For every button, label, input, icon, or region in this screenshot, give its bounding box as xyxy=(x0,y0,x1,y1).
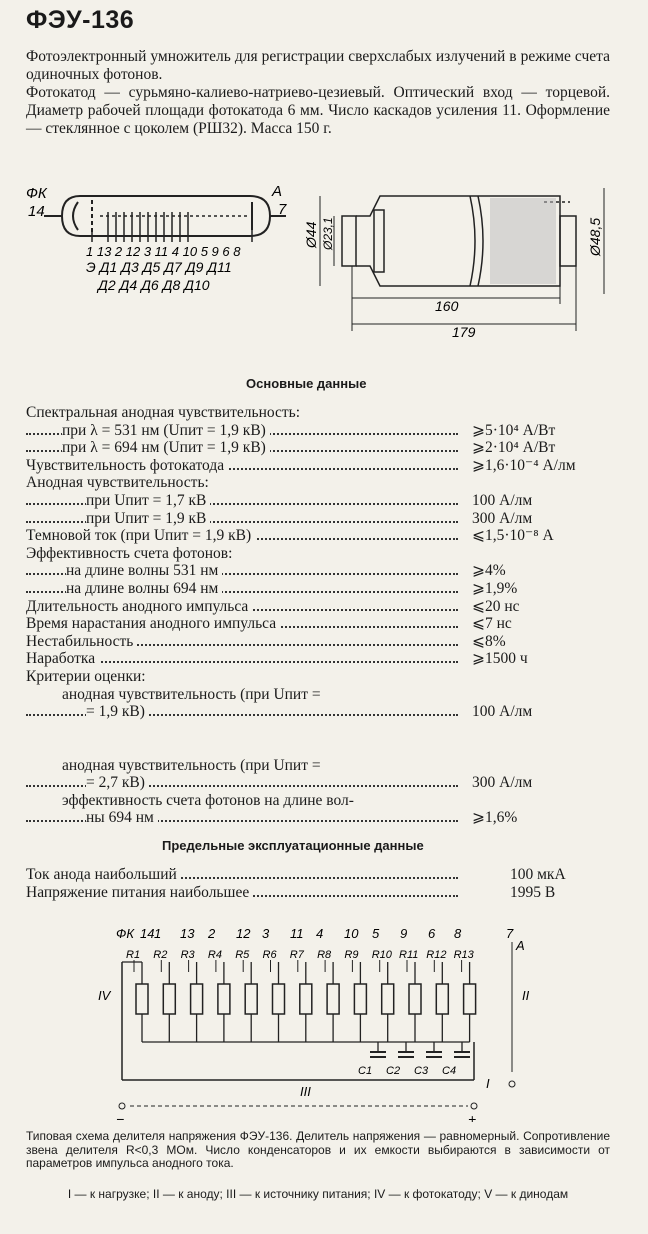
electrodes-top: Э Д1 Д3 Д5 Д7 Д9 Д11 xyxy=(86,259,232,275)
data-row xyxy=(26,757,618,775)
row-label: при λ = 531 нм (Uпит = 1,9 кВ) xyxy=(62,422,270,440)
label-ii: II xyxy=(522,988,530,1003)
data-row xyxy=(26,650,618,668)
resistor-label: R3 xyxy=(180,949,195,961)
row-value: ⩽7 нс xyxy=(468,615,512,633)
data-row xyxy=(26,615,618,633)
row-value: ⩾2·10⁴ А/Вт xyxy=(468,439,555,457)
row-value: ⩾1,9% xyxy=(468,580,517,598)
pin-label: 7 xyxy=(506,926,514,941)
resistor-label: R2 xyxy=(153,949,168,961)
row-label: = 2,7 кВ) xyxy=(86,774,149,792)
row-label: Темновой ток (при Uпит = 1,9 кВ) xyxy=(26,527,255,545)
cathode-pin: 14 xyxy=(28,203,45,220)
pin-label: 13 xyxy=(180,926,195,941)
capacitor-label: C3 xyxy=(414,1065,429,1077)
pin-label: 3 xyxy=(262,926,270,941)
tube-diagrams xyxy=(0,176,648,346)
resistor xyxy=(245,984,257,1014)
dim-diameter-48-5: Ø48,5 xyxy=(587,217,603,256)
data-row xyxy=(26,422,618,440)
row-label: Длительность анодного импульса xyxy=(26,598,252,616)
resistor-label: R7 xyxy=(289,949,304,961)
pin-label: 9 xyxy=(400,926,408,941)
row-value: 300 А/лм xyxy=(468,774,532,792)
row-value: ⩽1,5·10⁻⁸ А xyxy=(468,527,554,545)
row-value: ⩽8% xyxy=(468,633,506,651)
tube-shading xyxy=(490,198,556,284)
data-row xyxy=(26,668,618,686)
data-row xyxy=(26,474,618,492)
row-label: на длине волны 694 нм xyxy=(66,580,222,598)
pin-label: 8 xyxy=(454,926,462,941)
anode-label: А xyxy=(272,183,283,200)
data-row xyxy=(26,439,618,457)
limits-data-list xyxy=(26,866,618,901)
row-label: эффективность счета фотонов на длине вол- xyxy=(62,792,358,810)
resistor xyxy=(354,984,366,1014)
data-row xyxy=(26,792,618,810)
pin-label: 4 xyxy=(316,926,324,941)
plus-terminal xyxy=(471,1103,477,1109)
limit-value: 1995 В xyxy=(506,884,555,902)
label-iii: III xyxy=(300,1084,311,1099)
row-value: ⩾1,6% xyxy=(468,809,517,827)
plus-sign: + xyxy=(468,1111,477,1122)
row-value: ⩾4% xyxy=(468,562,506,580)
minus-terminal xyxy=(119,1103,125,1109)
data-row xyxy=(26,580,618,598)
data-row xyxy=(26,809,618,827)
row-value: 100 А/лм xyxy=(468,703,532,721)
anode-pin: 7 xyxy=(278,201,287,218)
electrode-schematic xyxy=(44,196,286,236)
row-label: анодная чувствительность (при Uпит = xyxy=(62,686,325,704)
row-value: ⩽20 нс xyxy=(468,598,520,616)
row-label: Наработка xyxy=(26,650,99,668)
row-label: Критерии оценки: xyxy=(26,668,150,686)
resistor-label: R10 xyxy=(371,949,392,961)
resistor xyxy=(300,984,312,1014)
dim-length-160: 160 xyxy=(435,298,459,314)
dim-length-179: 179 xyxy=(452,324,476,340)
pin-label: 10 xyxy=(344,926,359,941)
limit-row xyxy=(26,884,618,902)
resistor-label: R9 xyxy=(344,949,359,961)
row-label: Нестабильность xyxy=(26,633,137,651)
data-row xyxy=(26,457,618,475)
row-label: при Uпит = 1,9 кВ xyxy=(86,510,210,528)
resistor xyxy=(136,984,148,1014)
row-value: ⩾1,6·10⁻⁴ А/лм xyxy=(468,457,576,475)
row-value: ⩾5·10⁴ А/Вт xyxy=(468,422,555,440)
data-row xyxy=(26,686,618,704)
data-row xyxy=(26,545,618,563)
data-row xyxy=(26,633,618,651)
minus-sign: − xyxy=(116,1111,125,1122)
row-label: Эффективность счета фотонов: xyxy=(26,545,236,563)
data-row xyxy=(26,492,618,510)
capacitor-label: C2 xyxy=(386,1065,401,1077)
resistor xyxy=(409,984,421,1014)
pin-label: 14 xyxy=(140,926,155,941)
intro-paragraph-2: Фотокатод — сурьмяно-калиево-натриево-цезиевый. Оптический вход — торцевой. Диаметр рабочей площади фотокатода 6 мм. Число каскадов усиления 11. Оформление — стеклянное с цоколем (РШ32). Масса 150 г. xyxy=(26,84,610,137)
label-i: I xyxy=(486,1076,490,1091)
data-row xyxy=(26,527,618,545)
resistor xyxy=(464,984,476,1014)
dimension-lines xyxy=(320,188,604,331)
figure-legend xyxy=(26,1188,610,1202)
data-row xyxy=(26,510,618,528)
row-label: при λ = 694 нм (Uпит = 1,9 кВ) xyxy=(62,439,270,457)
row-label: анодная чувствительность (при Uпит = xyxy=(62,757,325,775)
resistor-label: R6 xyxy=(262,949,277,961)
row-label: при Uпит = 1,7 кВ xyxy=(86,492,210,510)
main-section-title: Основные данные xyxy=(246,376,367,391)
row-label: Время нарастания анодного импульса xyxy=(26,615,280,633)
pin-label: 1 xyxy=(154,926,162,941)
divider-schematic xyxy=(0,922,648,1122)
resistor xyxy=(218,984,230,1014)
pin-label: 12 xyxy=(236,926,251,941)
figure-caption xyxy=(26,1130,610,1171)
resistor-label: R12 xyxy=(426,949,447,961)
main-data-list xyxy=(26,404,618,827)
capacitor-label: C1 xyxy=(358,1065,373,1077)
limit-value: 100 мкА xyxy=(506,866,566,884)
limits-section-title: Предельные эксплуатационные данные xyxy=(162,838,424,853)
resistor-label: R8 xyxy=(317,949,332,961)
electrodes-bottom: Д2 Д4 Д6 Д8 Д10 xyxy=(98,277,210,293)
row-label: ны 694 нм xyxy=(86,809,158,827)
dim-diameter-23-1: Ø23,1 xyxy=(321,217,335,250)
row-label: на длине волны 531 нм xyxy=(66,562,222,580)
data-row xyxy=(26,404,618,422)
resistor xyxy=(436,984,448,1014)
data-row xyxy=(26,703,618,721)
resistor xyxy=(163,984,175,1014)
legend-text: I — к нагрузке; II — к аноду; III — к источнику питания; IV — к фотокатоду; V — к динодам xyxy=(67,1187,569,1201)
limit-row xyxy=(26,866,618,884)
row-label: Спектральная анодная чувствительность: xyxy=(26,404,304,422)
page-title: ФЭУ-136 xyxy=(26,6,135,34)
dim-diameter-44: Ø44 xyxy=(303,221,319,248)
resistor-label: R1 xyxy=(126,949,141,961)
pin-label: ФК xyxy=(116,926,134,941)
resistor xyxy=(382,984,394,1014)
pin-label: 2 xyxy=(208,926,216,941)
resistor-label: R5 xyxy=(235,949,250,961)
resistor-label: R4 xyxy=(207,949,222,961)
label-iv: IV xyxy=(98,988,111,1003)
pin-label: 5 xyxy=(372,926,380,941)
row-label: Анодная чувствительность: xyxy=(26,474,213,492)
capacitor-label: C4 xyxy=(442,1065,457,1077)
data-row xyxy=(26,721,618,757)
limit-label: Напряжение питания наибольшее xyxy=(26,884,253,902)
intro-paragraph-1: Фотоэлектронный умножитель для регистрации сверхслабых излучений в режиме счета одиночных фотонов. xyxy=(26,48,610,83)
row-label: = 1,9 кВ) xyxy=(86,703,149,721)
limit-label: Ток анода наибольший xyxy=(26,866,181,884)
data-row xyxy=(26,774,618,792)
resistor-label: R11 xyxy=(399,949,419,961)
pin-label: 11 xyxy=(290,926,304,941)
caption-text: Типовая схема делителя напряжения ФЭУ-136. Делитель напряжения — равномерный. Сопротивление звена делителя R<0,3 МОм. Число конденсаторов и их емкости выбираются в зависимости от параметров импульса анодного тока. xyxy=(26,1129,610,1170)
row-value: ⩾1500 ч xyxy=(468,650,528,668)
row-value: 300 А/лм xyxy=(468,510,532,528)
row-value: 100 А/лм xyxy=(468,492,532,510)
data-row xyxy=(26,562,618,580)
row-label: Чувствительность фотокатода xyxy=(26,457,228,475)
intro-text xyxy=(26,48,610,138)
resistor xyxy=(273,984,285,1014)
pin-label: 6 xyxy=(428,926,436,941)
pin-numbers: 1 13 2 12 3 11 4 10 5 9 6 8 xyxy=(86,244,241,259)
resistor xyxy=(327,984,339,1014)
cathode-label: ФК xyxy=(26,185,47,202)
data-row xyxy=(26,598,618,616)
anode-label-schematic: А xyxy=(516,938,525,953)
resistor xyxy=(191,984,203,1014)
anode-terminal xyxy=(509,1081,515,1087)
resistor-label: R13 xyxy=(453,949,474,961)
